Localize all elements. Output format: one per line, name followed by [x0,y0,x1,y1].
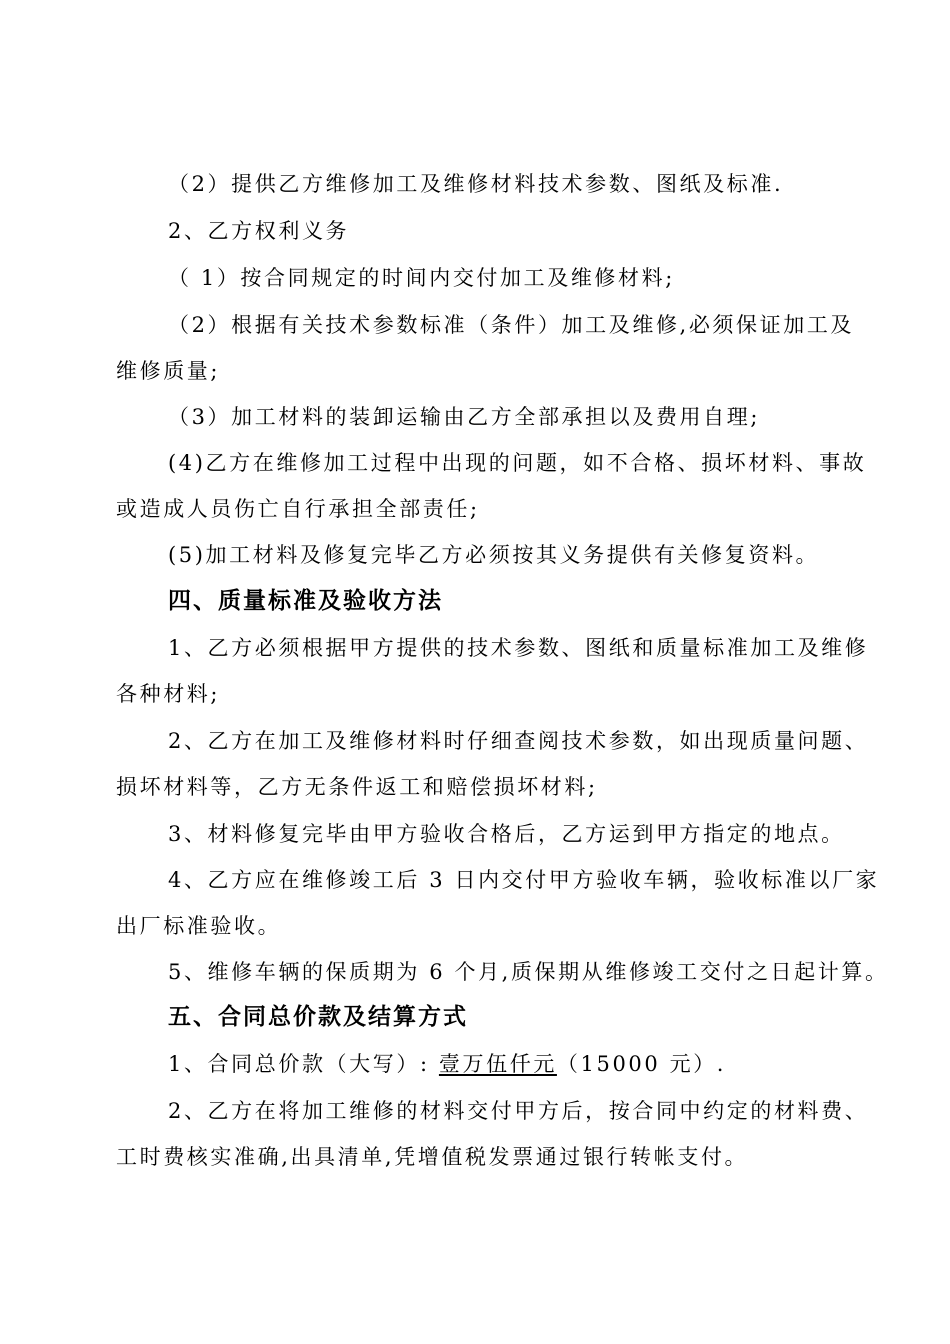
paragraph-line: 2、乙方在将加工维修的材料交付甲方后，按合同中约定的材料费、 [168,1099,869,1123]
price-suffix: （15000 元）. [556,1052,727,1076]
section-heading: 四、质量标准及验收方法 [168,588,443,614]
paragraph-line: (5)加工材料及修复完毕乙方必须按其义务提供有关修复资料。 [168,543,820,567]
paragraph-line: 1、乙方必须根据甲方提供的技术参数、图纸和质量标准加工及维修 [168,636,869,660]
price-line [168,1050,846,1078]
paragraph-line: (4)乙方在维修加工过程中出现的问题，如不合格、损坏材料、事故 [168,451,867,475]
price-prefix: 1、合同总价款（大写）: [168,1052,430,1076]
paragraph-line: 各种材料; [116,682,221,706]
paragraph-line: 出厂标准验收。 [116,914,282,938]
paragraph-line: （2）根据有关技术参数标准（条件）加工及维修,必须保证加工及 [168,313,855,337]
paragraph-line: 3、材料修复完毕由甲方验收合格后，乙方运到甲方指定的地点。 [168,822,845,846]
paragraph-line: 工时费核实准确,出具清单,凭增值税发票通过银行转帐支付。 [116,1145,749,1169]
paragraph-line: 损坏材料等，乙方无条件返工和赔偿损坏材料; [116,775,598,799]
paragraph-line: （ 1）按合同规定的时间内交付加工及维修材料; [168,266,675,290]
paragraph-line: 或造成人员伤亡自行承担全部责任; [116,497,480,521]
price-amount-words: 壹万伍仟元 [438,1052,557,1076]
section-heading: 五、合同总价款及结算方式 [168,1004,468,1030]
paragraph-line: 2、乙方权利义务 [168,219,350,243]
paragraph-line: （3）加工材料的装卸运输由乙方全部承担以及费用自理; [168,405,761,429]
paragraph-line: 5、维修车辆的保质期为 6 个月,质保期从维修竣工交付之日起计算。 [168,960,889,984]
paragraph-line: 维修质量; [116,359,221,383]
paragraph-line: 2、乙方在加工及维修材料时仔细查阅技术参数，如出现质量问题、 [168,729,869,753]
paragraph-line: 4、乙方应在维修竣工后 3 日内交付甲方验收车辆，验收标准以厂家 [168,868,880,892]
paragraph-line: （2）提供乙方维修加工及维修材料技术参数、图纸及标准. [168,172,784,196]
